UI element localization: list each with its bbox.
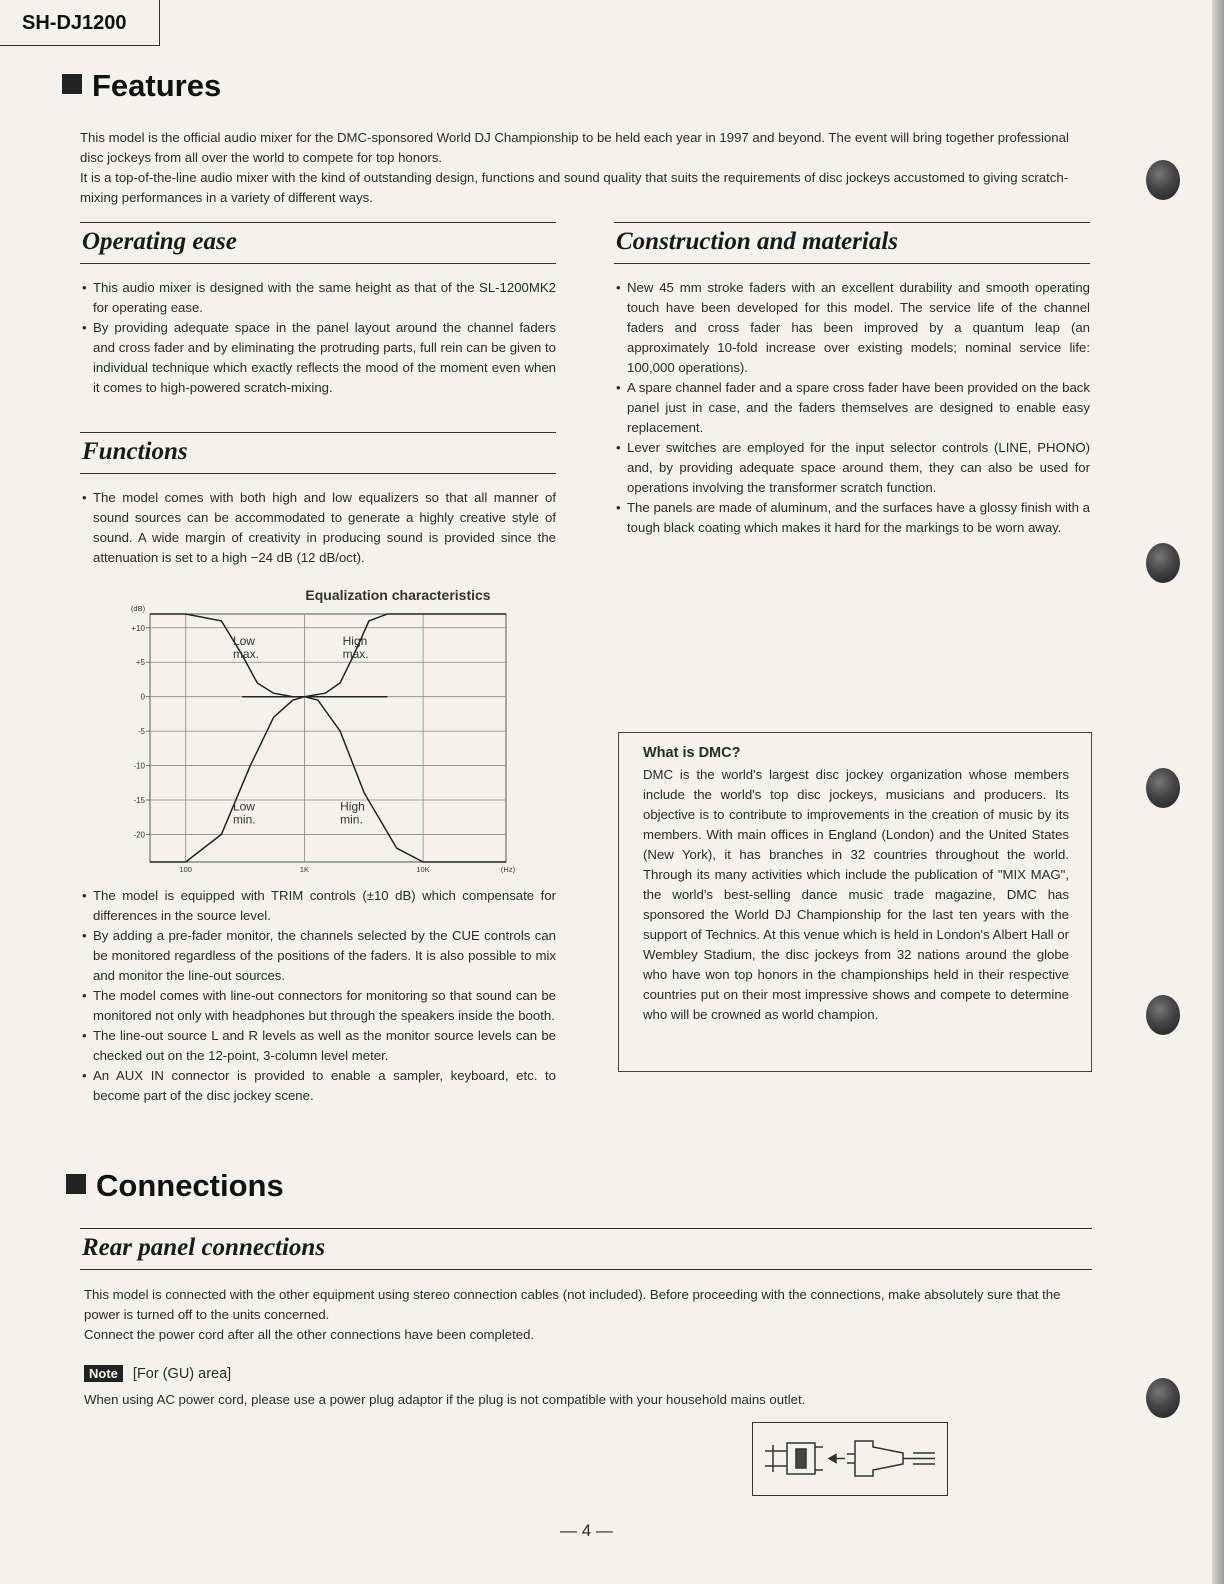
- list-item: • New 45 mm stroke faders with an excellent durability and smooth operating touch have been developed for this model. The service life of the channel faders and cross fader has been improved by a quantum leap (an approximately 10-fold increase over existing models; nominal service life: 100,000 operations).: [616, 278, 1090, 378]
- list-item: • The line-out source L and R levels as well as the monitor source levels can be checked out on the 12-point, 3-column level meter.: [82, 1026, 556, 1066]
- features-intro-paragraph: It is a top-of-the-line audio mixer with the kind of outstanding design, functions and sound quality that suits the requirements of disc jockeys accustomed to giving scratch-mixing performances in a variety of different ways.: [80, 170, 1069, 205]
- features-heading: [62, 68, 221, 104]
- page-edge-shadow: [1212, 0, 1224, 1584]
- plot-frame: [150, 614, 506, 862]
- list-item: • The model is equipped with TRIM controls (±10 dB) which compensate for differences in the source level.: [82, 886, 556, 926]
- series-annotation: Low: [232, 799, 255, 814]
- rear-panel-heading: [80, 1228, 1092, 1270]
- x-axis-label: (Hz): [500, 865, 516, 874]
- functions-title: Functions: [82, 438, 188, 465]
- x-tick-label: 10K: [416, 865, 430, 874]
- y-tick-label: -10: [133, 761, 145, 771]
- series-annotation: High: [340, 799, 365, 814]
- list-item: • The panels are made of aluminum, and the surfaces have a glossy finish with a tough black coating which makes it hard for the markings to be worn away.: [616, 498, 1090, 538]
- model-number-tab: SH-DJ1200: [0, 0, 160, 46]
- operating-ease-title: Operating ease: [82, 228, 237, 255]
- x-tick-label: 100: [179, 865, 192, 874]
- y-tick-label: -20: [133, 830, 145, 840]
- dmc-title: What is DMC?: [643, 745, 741, 761]
- y-axis-label: (dB): [130, 604, 146, 613]
- binder-hole: [1146, 543, 1180, 583]
- plug-adaptor-icon: [753, 1423, 946, 1494]
- operating-ease-heading: [80, 222, 556, 264]
- chart-title: Equalization characteristics: [305, 587, 491, 603]
- functions-list-bottom: [82, 886, 556, 1106]
- note-badge: Note: [84, 1365, 123, 1382]
- what-is-dmc-box: [618, 732, 1092, 1072]
- construction-title: Construction and materials: [616, 228, 899, 255]
- y-tick-label: +10: [131, 623, 145, 633]
- y-tick-label: 0: [140, 692, 145, 702]
- note-line: [84, 1366, 231, 1382]
- features-intro-paragraph: This model is the official audio mixer for the DMC-sponsored World DJ Championship to be held each year in 1997 and beyond. The event will bring together professional disc jockeys from all over the world to compete for top honors.: [80, 130, 1069, 165]
- features-title: Features: [92, 68, 222, 103]
- y-tick-label: -5: [137, 727, 145, 737]
- connections-intro-paragraph: This model is connected with the other equipment using stereo connection cables (not included). Before proceeding with the connections, make absolutely sure that the power is turned off to the units concerned.: [84, 1287, 1061, 1322]
- connections-intro: [84, 1285, 1094, 1345]
- series-annotation: min.: [340, 812, 363, 827]
- series-annotation: High: [342, 634, 368, 648]
- series-line-high-max: [242, 614, 506, 697]
- equalization-chart: [110, 584, 530, 884]
- construction-list: [616, 278, 1090, 538]
- equalization-chart-svg: [110, 584, 530, 884]
- operating-ease-list: [82, 278, 556, 398]
- list-item: • An AUX IN connector is provided to enable a sampler, keyboard, etc. to become part of the disc jockey scene.: [82, 1066, 556, 1106]
- binder-hole: [1146, 768, 1180, 808]
- connections-title: Connections: [96, 1168, 284, 1203]
- functions-list-top: [82, 488, 556, 568]
- features-intro: [80, 128, 1090, 208]
- list-item: • This audio mixer is designed with the same height as that of the SL-1200MK2 for operating ease.: [82, 278, 556, 318]
- rear-panel-title: Rear panel connections: [82, 1234, 326, 1261]
- y-tick-label: -15: [133, 796, 145, 805]
- series-annotation: min.: [232, 812, 256, 827]
- x-tick-label: 1K: [299, 865, 309, 874]
- list-item: • A spare channel fader and a spare cross fader have been provided on the back panel just in case, and the faders themselves are designed to enable easy replacement.: [616, 378, 1090, 438]
- heading-square-icon: [62, 74, 82, 94]
- connections-intro-paragraph: Connect the power cord after all the other connections have been completed.: [84, 1327, 535, 1342]
- page-number: — 4 —: [560, 1521, 613, 1540]
- functions-heading: [80, 432, 556, 474]
- list-item: • By adding a pre-fader monitor, the channels selected by the CUE controls can be monitored regardless of the positions of the faders. It is also possible to mix and monitor the line-out sources.: [82, 926, 556, 986]
- series-annotation: max.: [342, 647, 369, 661]
- note-text: When using AC power cord, please use a power plug adaptor if the plug is not compatible with your household mains outlet.: [84, 1392, 806, 1407]
- series-annotation: Low: [232, 634, 255, 648]
- binder-hole: [1146, 160, 1180, 200]
- list-item: • The model comes with line-out connectors for monitoring so that sound can be monitored not only with headphones but through the speakers inside the booth.: [82, 986, 556, 1026]
- list-item: • By providing adequate space in the panel layout around the channel faders and cross fader and by eliminating the protruding parts, full rein can be given to individual technique which exactly reflects the mood of the moment even when it comes to high-powered scratch-mixing.: [82, 318, 556, 398]
- construction-heading: [614, 222, 1090, 264]
- series-annotation: max.: [232, 647, 259, 661]
- series-line-high-min: [242, 697, 506, 862]
- heading-square-icon: [66, 1174, 86, 1194]
- connections-heading: [66, 1168, 284, 1204]
- dmc-text: DMC is the world's largest disc jockey organization whose members include the world's top disc jockeys, musicians and producers. Its objective is to contribute to improvements in the creation of music by its members. With main offices in England (London) and the United States (New York), it has branches in 32 countries throughout the world. Through its many activities which include the publication of "MIX MAG", the world's best-selling dance music trade magazine, DMC has sponsored the World DJ Championship for the last ten years with the support of Technics. At this venue which is held in London's Albert Hall or Wembley Stadium, the disc jockeys from 32 nations around the globe who have won top honors in the championships held in their respective countries put on their most impressive shows and compete to determine who will be crowned as world champion.: [643, 767, 1069, 1022]
- list-item: • Lever switches are employed for the input selector controls (LINE, PHONO) and, by providing adequate space around them, they can also be used for operations involving the transformer scratch function.: [616, 438, 1090, 498]
- list-item: • The model comes with both high and low equalizers so that all manner of sound sources can be accommodated to generate a highly creative style of sound. A wide margin of creativity in producing sound is provided since the attenuation is set to a high −24 dB (12 dB/oct).: [82, 488, 556, 568]
- plug-adaptor-illustration: [752, 1422, 948, 1496]
- note-area: [For (GU) area]: [132, 1366, 232, 1382]
- binder-hole: [1146, 1378, 1180, 1418]
- binder-hole: [1146, 995, 1180, 1035]
- y-tick-label: +5: [135, 658, 145, 668]
